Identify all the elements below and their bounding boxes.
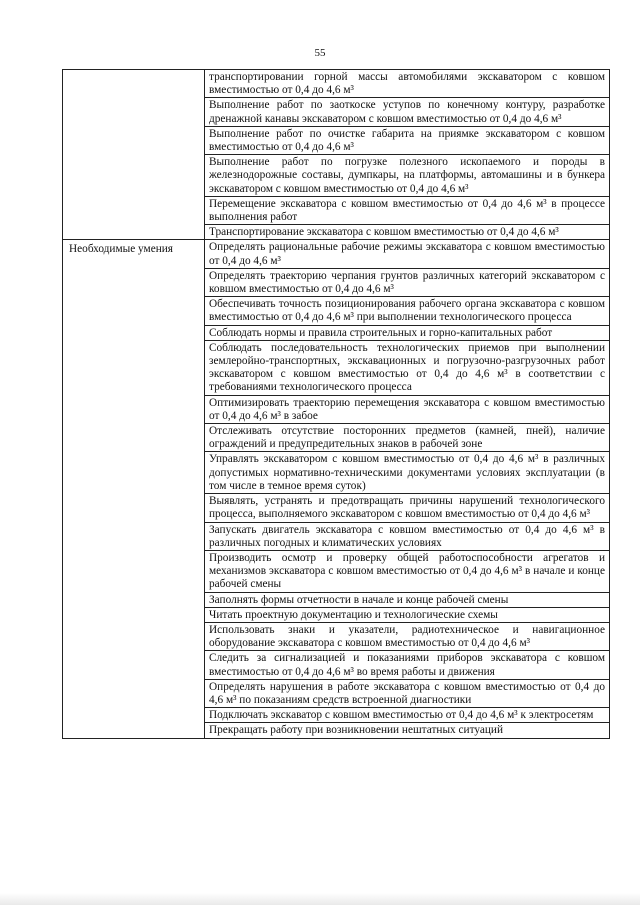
row-label: Необходимые умения: [69, 243, 173, 256]
list-item: Запускать двигатель экскаватора с ковшом вместимостью от 0,4 до 4,6 м³ в различных погодных и климатических условиях: [205, 522, 609, 550]
list-item: Производить осмотр и проверку общей работоспособности агрегатов и механизмов экскаватора с ковшом вместимостью от 0,4 до 4,6 м³ в начале и конце рабочей смены: [205, 550, 609, 592]
row-content-cell: [205, 70, 610, 240]
list-item: Подключать экскаватор с ковшом вместимостью от 0,4 до 4,6 м³ к электросетям: [205, 707, 609, 722]
list-item: Выполнение работ по очистке габарита на приямке экскаватором с ковшом вместимостью от 0,4 до 4,6 м³: [205, 126, 609, 154]
row-content-cell: [205, 240, 610, 738]
list-item: Прекращать работу при возникновении нештатных ситуаций: [205, 722, 609, 737]
page-number: 55: [314, 47, 326, 59]
list-item: Следить за сигнализацией и показаниями приборов экскаватора с ковшом вместимостью от 0,4 до 4,6 м³ во время работы и движения: [205, 650, 609, 678]
table-row: [63, 70, 610, 240]
list-item: Транспортирование экскаватора с ковшом вместимостью от 0,4 до 4,6 м³: [205, 224, 609, 239]
list-item: Оптимизировать траекторию перемещения экскаватора с ковшом вместимостью от 0,4 до 4,6 м³ в забое: [205, 395, 609, 423]
list-item: Соблюдать нормы и правила строительных и горно-капитальных работ: [205, 325, 609, 340]
scan-edge: [0, 893, 640, 905]
table-row: [63, 240, 610, 738]
list-item: Читать проектную документацию и технологические схемы: [205, 607, 609, 622]
requirements-table: [62, 69, 610, 739]
list-item: Заполнять формы отчетности в начале и конце рабочей смены: [205, 592, 609, 607]
list-item: Обеспечивать точность позиционирования рабочего органа экскаватора с ковшом вместимостью от 0,4 до 4,6 м³ при выполнении технологического процесса: [205, 296, 609, 324]
row-label: [63, 70, 204, 73]
row-label-cell: [63, 70, 205, 240]
list-item: Перемещение экскаватора с ковшом вместимостью от 0,4 до 4,6 м³ в процессе выполнения работ: [205, 196, 609, 224]
list-item: Определять рациональные рабочие режимы экскаватора с ковшом вместимостью от 0,4 до 4,6 м³: [209, 241, 605, 267]
list-item: Управлять экскаватором с ковшом вместимостью от 0,4 до 4,6 м³ в различных допустимых нормативно-техническими документами условиях эксплуатации (в том числе в темное время суток): [205, 451, 609, 493]
list-item: Определять нарушения в работе экскаватора с ковшом вместимостью от 0,4 до 4,6 м³ по показаниям средств встроенной диагностики: [205, 679, 609, 707]
list-item: Определять траекторию черпания грунтов различных категорий экскаватором с ковшом вместимостью от 0,4 до 4,6 м³: [205, 268, 609, 296]
list-item: Выполнение работ по погрузке полезного ископаемого и породы в железнодорожные составы, думпкары, на платформы, автомашины и в бункера экскаватором с ковшом вместимостью от 0,4 до 4,6 м³: [205, 154, 609, 196]
list-item: Использовать знаки и указатели, радиотехническое и навигационное оборудование экскаватора с ковшом вместимостью от 0,4 до 4,6 м³: [205, 622, 609, 650]
list-item: Отслеживать отсутствие посторонних предметов (камней, пней), наличие ограждений и предупредительных знаков в рабочей зоне: [205, 423, 609, 451]
list-item: Выполнение работ по зaоткоске уступов по конечному контуру, разработке дренажной канавы экскаватором с ковшом вместимостью от 0,4 до 4,6 м³: [205, 97, 609, 125]
list-item: Выявлять, устранять и предотвращать причины нарушений технологического процесса, выполняемого экскаватором с ковшом вместимостью от 0,4 до 4,6 м³: [205, 493, 609, 521]
list-item: Соблюдать последовательность технологических приемов при выполнении землеройно-транспортных, экскавационных и погрузочно-разгрузочных работ экскаватором с ковшом вместимостью от 0,4 до 4,6 м³ в соответствии с требованиями технологического процесса: [205, 340, 609, 395]
row-label-cell: [63, 240, 205, 738]
list-item: транспортировании горной массы автомобилями экскаватором с ковшом вместимостью от 0,4 до 4,6 м³: [209, 71, 605, 97]
